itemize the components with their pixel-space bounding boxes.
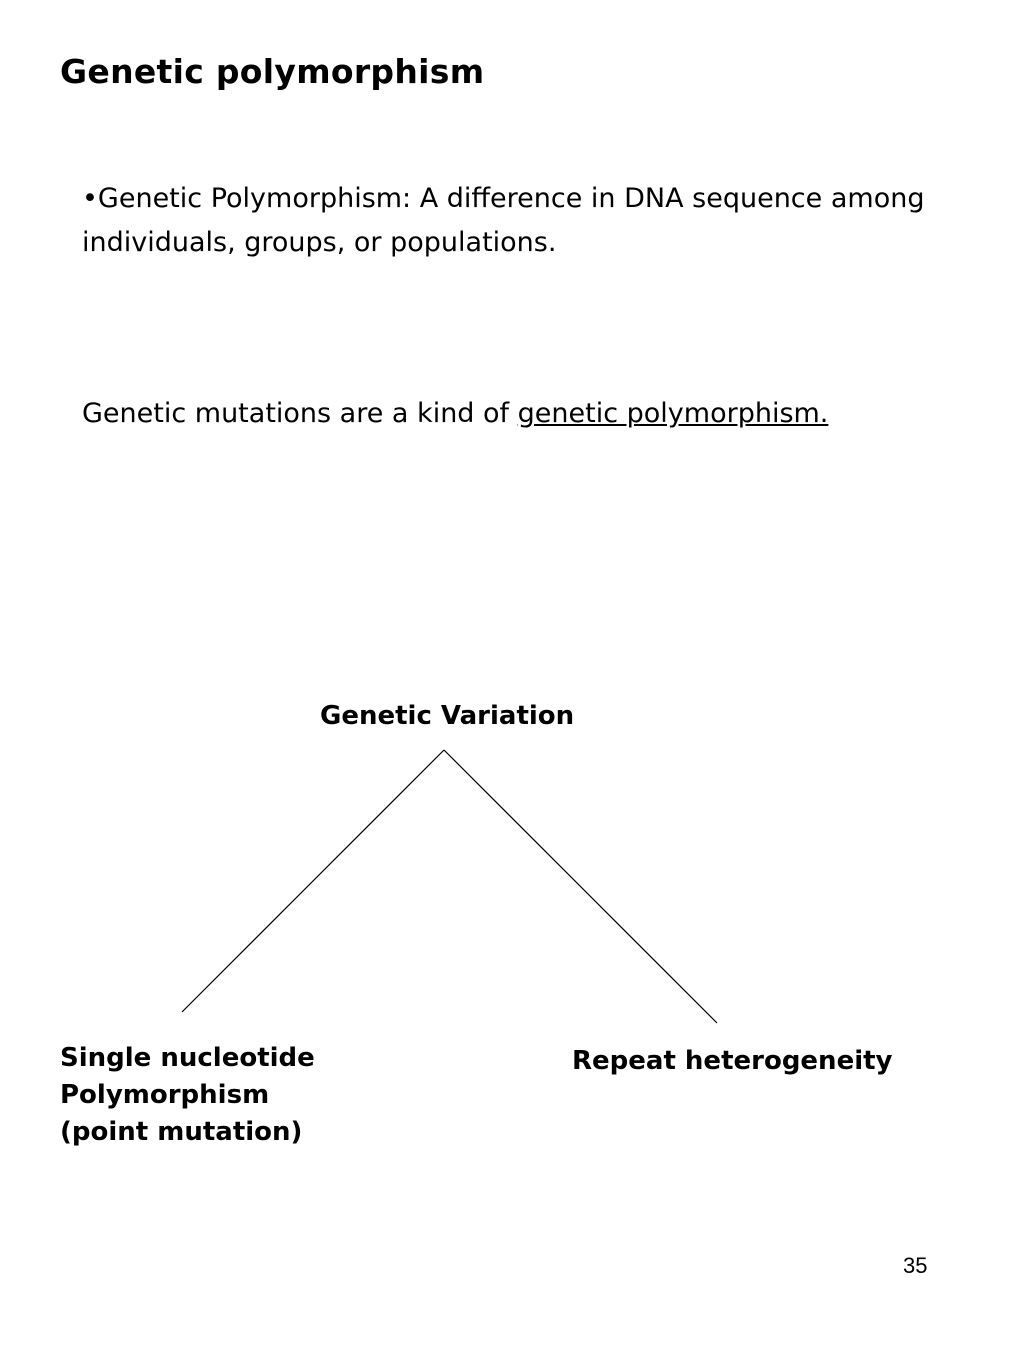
branch-line-right xyxy=(444,750,717,1023)
branch-line-left xyxy=(182,750,444,1012)
node-left-line-3: (point mutation) xyxy=(60,1117,303,1147)
node-genetic-variation: Genetic Variation xyxy=(320,701,575,731)
node-left-line-1: Single nucleotide xyxy=(60,1043,315,1073)
definition-text: •Genetic Polymorphism: A difference in DNA sequence among individuals, groups, or populations. xyxy=(82,183,925,258)
page-number: 35 xyxy=(903,1253,928,1278)
node-repeat-heterogeneity: Repeat heterogeneity xyxy=(572,1046,893,1076)
statement-prefix: Genetic mutations are a kind of xyxy=(82,398,518,429)
node-left-line-2: Polymorphism xyxy=(60,1080,270,1110)
genetic-polymorphism-link[interactable]: genetic polymorphism. xyxy=(517,398,829,429)
node-single-nucleotide-polymorphism xyxy=(60,1040,315,1151)
page-title: Genetic polymorphism xyxy=(60,52,485,91)
